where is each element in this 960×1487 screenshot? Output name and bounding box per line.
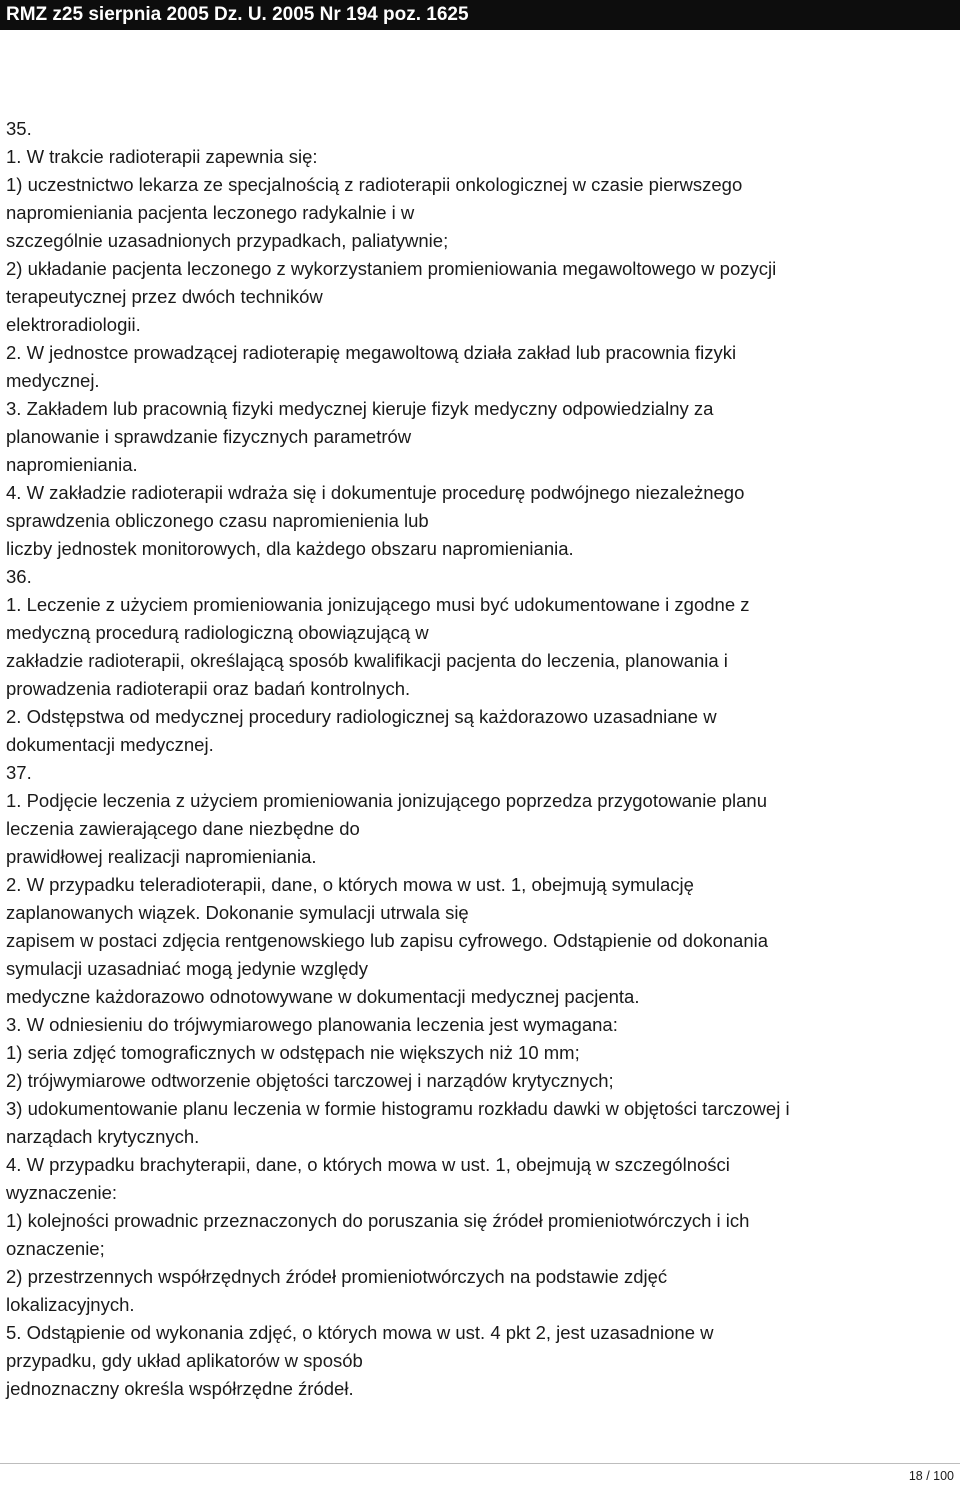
- section-marker: 36.: [6, 566, 32, 587]
- text-line: 1) uczestnictwo lekarza ze specjalnością z radioterapii onkologicznej w czasie pierwszego: [6, 174, 743, 195]
- text-line: zaplanowanych wiązek. Dokonanie symulacji utrwala się: [6, 902, 469, 923]
- text-line: dokumentacji medycznej.: [6, 734, 214, 755]
- text-line: medyczną procedurą radiologiczną obowiązującą w: [6, 622, 429, 643]
- text-line: zapisem w postaci zdjęcia rentgenowskiego lub zapisu cyfrowego. Odstąpienie od dokonania: [6, 930, 769, 951]
- text-line: 2. Odstępstwa od medycznej procedury radiologicznej są każdorazowo uzasadniane w: [6, 706, 717, 727]
- text-line: symulacji uzasadniać mogą jedynie względy: [6, 958, 368, 979]
- text-line: 4. W przypadku brachyterapii, dane, o których mowa w ust. 1, obejmują w szczególności: [6, 1154, 730, 1175]
- text-line: 2) trójwymiarowe odtworzenie objętości tarczowej i narządów krytycznych;: [6, 1070, 614, 1091]
- document-title: RMZ z25 sierpnia 2005 Dz. U. 2005 Nr 194 poz. 1625: [6, 4, 469, 25]
- text-line: lokalizacyjnych.: [6, 1294, 135, 1315]
- text-line: szczególnie uzasadnionych przypadkach, paliatywnie;: [6, 230, 449, 251]
- text-line: oznaczenie;: [6, 1238, 105, 1259]
- text-line: narządach krytycznych.: [6, 1126, 200, 1147]
- text-line: przypadku, gdy układ aplikatorów w sposób: [6, 1350, 363, 1371]
- text-line: planowanie i sprawdzanie fizycznych parametrów: [6, 426, 412, 447]
- footer-divider: [0, 1463, 960, 1464]
- text-line: medycznej.: [6, 370, 100, 391]
- text-line: jednoznaczny określa współrzędne źródeł.: [6, 1378, 354, 1399]
- text-line: terapeutycznej przez dwóch techników: [6, 286, 323, 307]
- text-line: 3. W odniesieniu do trójwymiarowego planowania leczenia jest wymagana:: [6, 1014, 618, 1035]
- text-line: 2. W jednostce prowadzącej radioterapię megawoltową działa zakład lub pracownia fizyki: [6, 342, 737, 363]
- text-line: sprawdzenia obliczonego czasu napromienienia lub: [6, 510, 429, 531]
- section-marker: 35.: [6, 118, 32, 139]
- text-line: 2) układanie pacjenta leczonego z wykorzystaniem promieniowania megawoltowego w pozycji: [6, 258, 777, 279]
- text-line: 4. W zakładzie radioterapii wdraża się i dokumentuje procedurę podwójnego niezależnego: [6, 482, 745, 503]
- text-line: 2. W przypadku teleradioterapii, dane, o których mowa w ust. 1, obejmują symulację: [6, 874, 694, 895]
- text-line: 1. W trakcie radioterapii zapewnia się:: [6, 146, 318, 167]
- text-line: 5. Odstąpienie od wykonania zdjęć, o których mowa w ust. 4 pkt 2, jest uzasadnione w: [6, 1322, 714, 1343]
- text-line: wyznaczenie:: [6, 1182, 118, 1203]
- text-line: 2) przestrzennych współrzędnych źródeł promieniotwórczych na podstawie zdjęć: [6, 1266, 668, 1287]
- document-header-bar: [0, 0, 960, 30]
- text-line: 1. Leczenie z użyciem promieniowania jonizującego musi być udokumentowane i zgodne z: [6, 594, 750, 615]
- document-body: [6, 115, 956, 1403]
- text-line: prawidłowej realizacji napromieniania.: [6, 846, 317, 867]
- text-line: leczenia zawierającego dane niezbędne do: [6, 818, 360, 839]
- text-line: liczby jednostek monitorowych, dla każdego obszaru napromieniania.: [6, 538, 574, 559]
- section-marker: 37.: [6, 762, 32, 783]
- text-line: prowadzenia radioterapii oraz badań kontrolnych.: [6, 678, 411, 699]
- text-line: napromieniania.: [6, 454, 138, 475]
- text-line: 1) kolejności prowadnic przeznaczonych do poruszania się źródeł promieniotwórczych i ich: [6, 1210, 750, 1231]
- text-line: medyczne każdorazowo odnotowywane w dokumentacji medycznej pacjenta.: [6, 986, 640, 1007]
- text-line: 3. Zakładem lub pracownią fizyki medycznej kieruje fizyk medyczny odpowiedzialny za: [6, 398, 714, 419]
- text-line: 1. Podjęcie leczenia z użyciem promieniowania jonizującego poprzedza przygotowanie planu: [6, 790, 768, 811]
- text-line: elektroradiologii.: [6, 314, 141, 335]
- page-number: 18 / 100: [908, 1469, 954, 1483]
- text-line: napromieniania pacjenta leczonego radykalnie i w: [6, 202, 415, 223]
- text-line: 1) seria zdjęć tomograficznych w odstępach nie większych niż 10 mm;: [6, 1042, 580, 1063]
- text-line: zakładzie radioterapii, określającą sposób kwalifikacji pacjenta do leczenia, planowania i: [6, 650, 728, 671]
- text-line: 3) udokumentowanie planu leczenia w formie histogramu rozkładu dawki w objętości tarczowej i: [6, 1098, 790, 1119]
